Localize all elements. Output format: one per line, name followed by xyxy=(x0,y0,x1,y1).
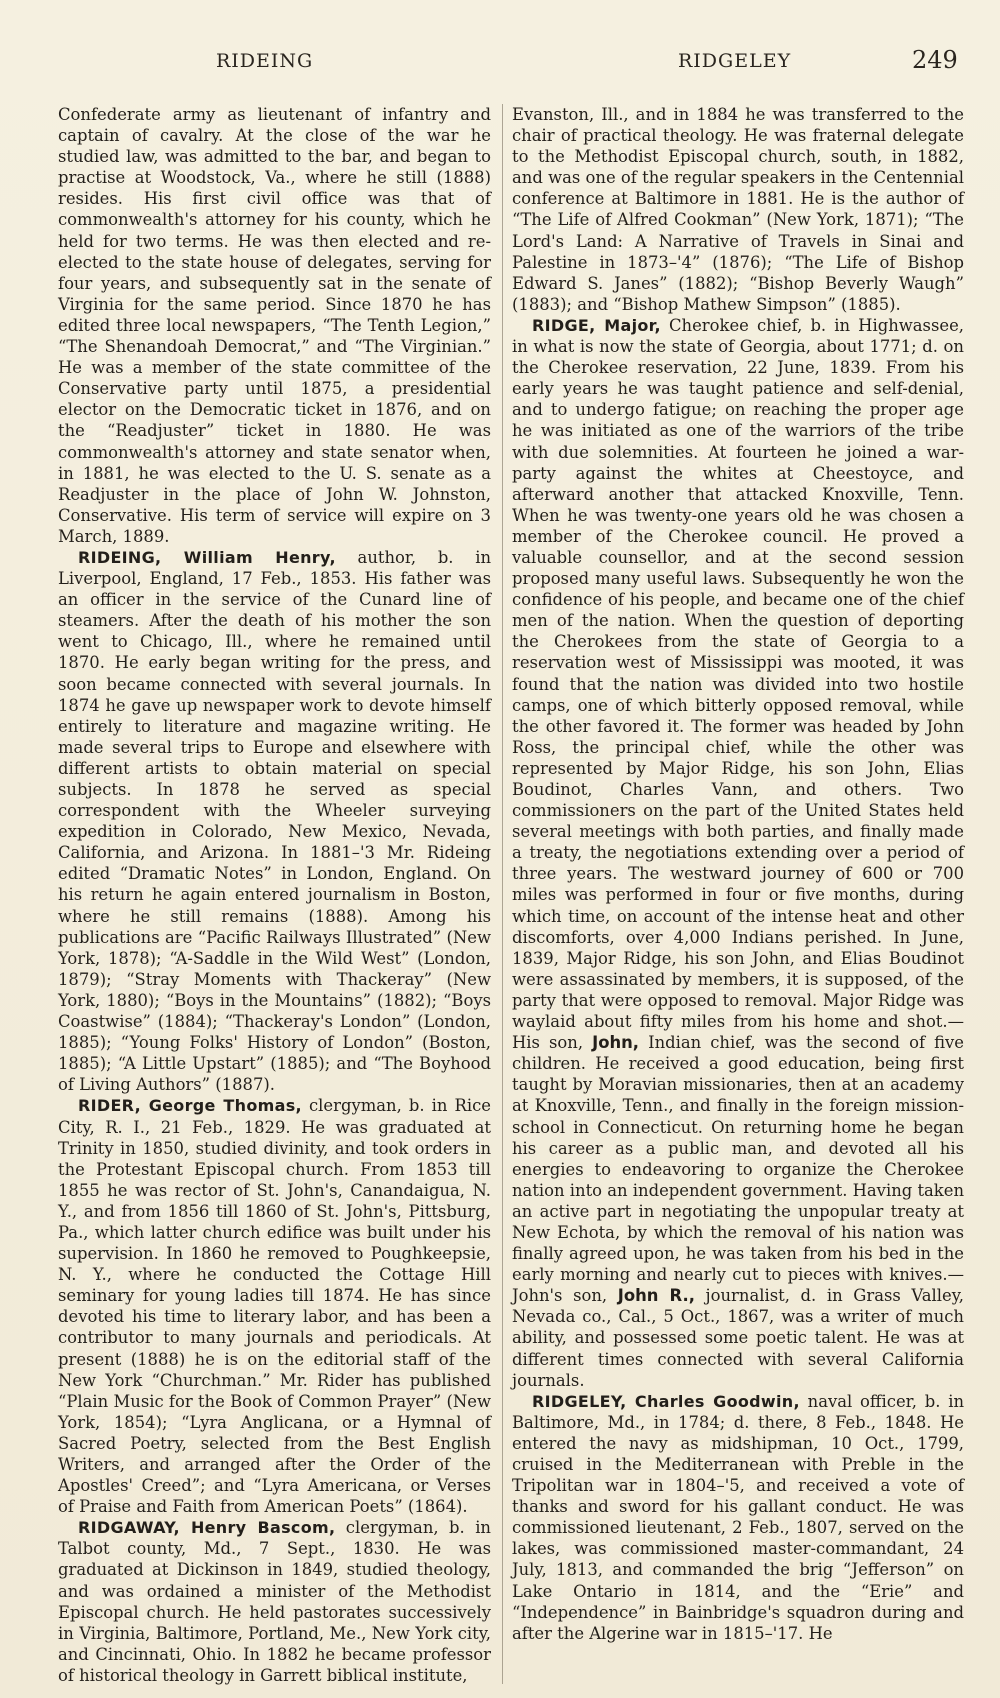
entry-headword: RIDGELEY, Charles Goodwin, xyxy=(532,1391,800,1411)
right-running-head: RIDGELEY xyxy=(678,50,792,72)
entry-headword: RIDGAWAY, Henry Bascom, xyxy=(78,1518,336,1538)
entry-rider xyxy=(58,1095,491,1517)
right-column xyxy=(512,104,964,1644)
page-number: 249 xyxy=(912,46,958,74)
entry-continuation xyxy=(512,104,964,315)
left-column xyxy=(58,104,491,1686)
entry-continuation xyxy=(58,104,491,547)
entry-ridgaway xyxy=(58,1517,491,1686)
entry-text: author, b. in Liverpool, England, 17 Feb., 1853. His father was an officer in the service of the Cunard line of steamers. After the death of his mother the son went to Chicago, Ill., where he remained until 1870. He early began writing for the press, and soon became connected with several journals. In 1874 he gave up newspaper work to devote himself entirely to literature and magazine writing. He made several trips to Europe and elsewhere with different artists to obtain material on special subjects. In 1878 he served as special correspondent with the Wheeler surveying expedition in Colorado, New Mexico, Nevada, California, and Arizona. In 1881–'3 Mr. Rideing edited “Dramatic Notes” in London, England. On his return he again entered journalism in Boston, where he still remains (1888). Among his publications are “Pacific Railways Illustrated” (New York, 1878); “A-Saddle in the Wild West” (London, 1879); “Stray Moments with Thackeray” (New York, 1880); “Boys in the Mountains” (1882); “Boys Coastwise” (1884); “Thackeray's London” (London, 1885); “Young Folks' History of London” (Boston, 1885); “A Little Upstart” (1885); and “The Boyhood of Living Authors” (1887). xyxy=(58,547,491,1095)
sub-entry-headword: John R., xyxy=(617,1286,695,1306)
running-header xyxy=(0,44,1000,84)
entry-text: Cherokee chief, b. in Highwassee, in what is now the state of Georgia, about 1771; d. on the Cherokee reservation, 22 June, 1839. From his early years he was taught patience and self-denial, and to undergo fatigue; on reaching the proper age he was initiated as one of the warriors of the tribe with due solemnities. At fourteen he joined a war-party against the whites at Cheestoyce, and afterward another that attacked Knoxville, Tenn. When he was twenty-one years old he was chosen a member of the Cherokee council. He proved a valuable counsellor, and at the second session proposed many useful laws. Subsequently he won the confidence of his people, and became one of the chief men of the nation. When the question of deporting the Cherokees from the state of Georgia to a reservation west of Mississippi was mooted, it was found that the nation was divided into two hostile camps, one of which bitterly opposed removal, while the other favored it. The former was headed by John Ross, the principal chief, while the other was represented by Major Ridge, his son John, Elias Boudinot, Charles Vann, and others. Two commissioners on the part of the United States held several meetings with both parties, and finally made a treaty, the negotiations extending over a period of three years. The westward journey of 600 or 700 miles was performed in four or five months, during which time, on account of the intense heat and other discomforts, over 4,000 Indians perished. In June, 1839, Major Ridge, his son John, and Elias Boudinot were assassinated by members, it is supposed, of the party that were opposed to removal. Major Ridge was waylaid about fifty miles from his home and shot.—His son, xyxy=(512,315,964,1053)
entry-text: Evanston, Ill., and in 1884 he was transferred to the chair of practical theology. He was fraternal delegate to the Methodist Episcopal church, south, in 1882, and was one of the regular speakers in the Centennial conference at Baltimore in 1881. He is the author of “The Life of Alfred Cookman” (New York, 1871); “The Lord's Land: A Narrative of Travels in Sinai and Palestine in 1873–'4” (1876); “The Life of Bishop Edward S. Janes” (1882); “Bishop Beverly Waugh” (1883); and “Bishop Mathew Simpson” (1885). xyxy=(512,105,964,314)
column-divider xyxy=(502,104,503,1684)
entry-text: journalist, d. in Grass Valley, Nevada co., Cal., 5 Oct., 1867, was a writer of much ability, and possessed some poetic talent. He was at different times connected with several California journals. xyxy=(512,1286,964,1390)
entry-rideing xyxy=(58,547,491,1095)
entry-ridge xyxy=(512,315,964,1391)
entry-text: Confederate army as lieutenant of infantry and captain of cavalry. At the close of the war he studied law, was admitted to the bar, and began to practise at Woodstock, Va., where he still (1888) resides. His first civil office was that of commonwealth's attorney for his county, which he held for two terms. He was then elected and re-elected to the state house of delegates, serving for four years, and subsequently sat in the senate of Virginia for the same period. Since 1870 he has edited three local newspapers, “The Tenth Legion,” “The Shenandoah Democrat,” and “The Virginian.” He was a member of the state committee of the Conservative party until 1875, a presidential elector on the Democratic ticket in 1876, and on the “Readjuster” ticket in 1880. He was commonwealth's attorney and state senator when, in 1881, he was elected to the U. S. senate as a Readjuster in the place of John W. Johnston, Conservative. His term of service will expire on 3 March, 1889. xyxy=(58,105,491,546)
entry-text: clergyman, b. in Rice City, R. I., 21 Feb., 1829. He was graduated at Trinity in 1850, studied divinity, and took orders in the Protestant Episcopal church. From 1853 till 1855 he was rector of St. John's, Canandaigua, N. Y., and from 1856 till 1860 of St. John's, Pittsburg, Pa., which latter church edifice was built under his supervision. In 1860 he removed to Poughkeepsie, N. Y., where he conducted the Cottage Hill seminary for young ladies till 1874. He has since devoted his time to literary labor, and has been a contributor to many journals and periodicals. At present (1888) he is on the editorial staff of the New York “Churchman.” Mr. Rider has published “Plain Music for the Book of Common Prayer” (New York, 1854); “Lyra Anglicana, or a Hymnal of Sacred Poetry, selected from the Best English Writers, and arranged after the Order of the Apostles' Creed”; and “Lyra Americana, or Verses of Praise and Faith from American Poets” (1864). xyxy=(58,1096,491,1517)
entry-text: naval officer, b. in Baltimore, Md., in 1784; d. there, 8 Feb., 1848. He entered the navy as midshipman, 10 Oct., 1799, cruised in the Mediterranean with Preble in the Tripolitan war in 1804–'5, and received a vote of thanks and sword for his gallant conduct. He was commissioned lieutenant, 2 Feb., 1807, served on the lakes, was commissioned master-commandant, 24 July, 1813, and commanded the brig “Jefferson” on Lake Ontario in 1814, and the “Erie” and “Independence” in Bainbridge's squadron during and after the Algerine war in 1815–'17. He xyxy=(512,1391,965,1643)
entry-ridgeley xyxy=(512,1391,964,1644)
left-running-head: RIDEING xyxy=(216,50,314,72)
entry-headword: RIDEING, William Henry, xyxy=(78,547,336,567)
sub-entry-headword: John, xyxy=(592,1033,640,1053)
entry-text: Indian chief, was the second of five children. He received a good education, being first taught by Moravian missionaries, then at an academy at Knoxville, Tenn., and finally in the foreign mission-school in Connecticut. On returning home he began his career as a public man, and devoted all his energies to endeavoring to organize the Cherokee nation into an independent government. Having taken an active part in negotiating the unpopular treaty at New Echota, by which the removal of his nation was finally agreed upon, he was taken from his bed in the early morning and nearly cut to pieces with knives.—John's son, xyxy=(512,1033,964,1306)
entry-text: clergyman, b. in Talbot county, Md., 7 Sept., 1830. He was graduated at Dickinson in 1849, studied theology, and was ordained a minister of the Methodist Episcopal church. He held pastorates successively in Virginia, Baltimore, Portland, Me., New York city, and Cincinnati, Ohio. In 1882 he became professor of historical theology in Garrett biblical institute, xyxy=(58,1518,491,1685)
entry-headword: RIDGE, Major, xyxy=(532,315,661,335)
entry-headword: RIDER, George Thomas, xyxy=(78,1096,302,1116)
